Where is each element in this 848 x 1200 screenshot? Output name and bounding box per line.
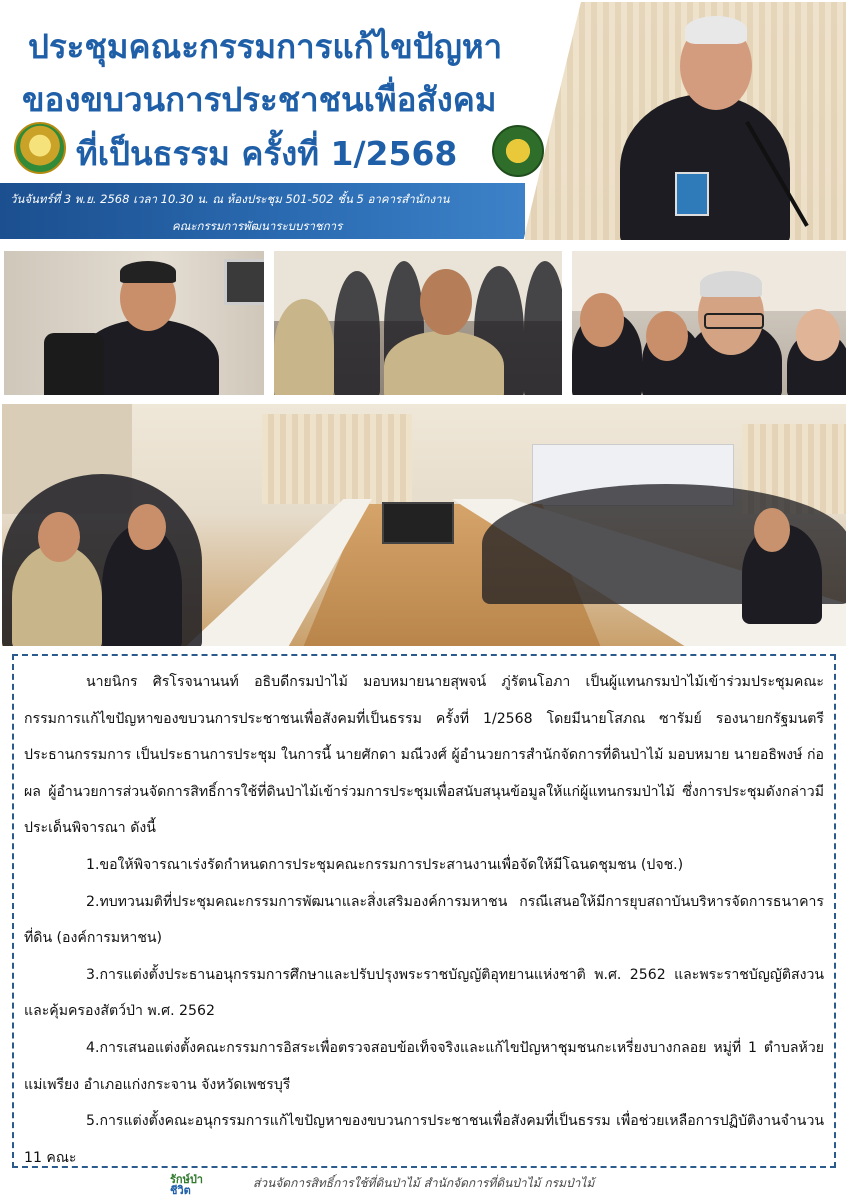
photo-attendees xyxy=(570,249,848,397)
article-intro: นายนิกร ศิรโรจนานนท์ อธิบดีกรมป่าไม้ มอบหมายนายสุพจน์ ภู่รัตนโอภา เป็นผู้แทนกรมป่าไม้เข้าร่วมประชุมคณะกรรมการแก้ไขปัญหาของขบวนการประชาชนเพื่อสังคมที่เป็นธรรม ครั้งที่ 1/2568 โดยมีนายโสภณ ซารัมย์ รองนายกรัฐมนตรี ประธานกรรมการ เป็นประธานการประชุม ในการนี้ นายศักดา มณีวงศ์ ผู้อำนวยการสำนักจัดการที่ดินป่าไม้ มอบหมาย นายอธิพงษ์ ก่อผล ผู้อำนวยการส่วนจัดการสิทธิ์การใช้ที่ดินป่าไม้เข้าร่วมการประชุมเพื่อสนับสนุนข้อมูลให้แก่ผู้แทนกรมป่าไม้ ซึ่งการประชุมดังกล่าวมีประเด็นพิจารณา ดังนี้ xyxy=(24,674,824,837)
footer-credit: ส่วนจัดการสิทธิ์การใช้ที่ดินป่าไม้ สำนักจัดการที่ดินป่าไม้ กรมป่าไม้ xyxy=(253,1176,595,1190)
royal-emblem-icon xyxy=(14,122,66,174)
agenda-item-5: 5.การแต่งตั้งคณะอนุกรรมการแก้ไขปัญหาของขบวนการประชาชนเพื่อสังคมที่เป็นธรรม เพื่อช่วยเหลือการปฏิบัติงานจำนวน 11 คณะ xyxy=(24,1113,824,1166)
agenda-item-1: 1.ขอให้พิจารณาเร่งรัดกำหนดการประชุมคณะกรรมการประสานงานเพื่อจัดให้มีโฉนดชุมชน (ปจช.) xyxy=(86,856,684,873)
title-area xyxy=(0,0,600,185)
subtitle-line-2: คณะกรรมการพัฒนาระบบราชการ xyxy=(172,219,343,233)
photo-officials-seated xyxy=(272,249,564,397)
agenda-item-2: 2.ทบทวนมติที่ประชุมคณะกรรมการพัฒนาและสิ่งเสริมองค์การมหาชน กรณีเสนอให้มีการยุบสถาบันบริหารจัดการธนาคารที่ดิน (องค์การมหาชน) xyxy=(24,893,824,947)
page-title-line-1: ประชุมคณะกรรมการแก้ไขปัญหา xyxy=(28,27,503,66)
footer xyxy=(0,1170,848,1200)
raksa-pa-logo xyxy=(170,1174,216,1196)
photo-official-1 xyxy=(2,249,266,397)
page-title-line-3: ที่เป็นธรรม ครั้งที่ 1/2568 xyxy=(76,134,458,173)
forest-department-emblem-icon xyxy=(492,125,544,177)
agenda-item-3: 3.การแต่งตั้งประธานอนุกรรมการศึกษาและปรับปรุงพระราชบัญญัติอุทยานแห่งชาติ พ.ศ. 2562 และพระราชบัญญัติสงวนและคุ้มครองสัตว์ป่า พ.ศ. 2562 xyxy=(24,966,824,1020)
logo-text-2: ชีวิต xyxy=(170,1184,191,1197)
subtitle-line-1: วันจันทร์ที่ 3 พ.ย. 2568 เวลา 10.30 น. ณ ห้องประชุม 501-502 ชั้น 5 อาคารสำนักงาน xyxy=(10,192,450,206)
photo-meeting-room xyxy=(0,402,848,648)
page-title-line-2: ของขบวนการประชาชนเพื่อสังคม xyxy=(22,80,497,119)
logo-text-1: รักษ์ป่า xyxy=(170,1173,203,1186)
article-body xyxy=(12,654,836,1168)
agenda-item-4: 4.การเสนอแต่งตั้งคณะกรรมการอิสระเพื่อตรวจสอบข้อเท็จจริงและแก้ไขปัญหาชุมชนกะเหรี่ยงบางกลอย หมู่ที่ 1 ตำบลห้วยแม่เพรียง อำเภอแก่งกระจาน จังหวัดเพชรบุรี xyxy=(24,1039,824,1093)
